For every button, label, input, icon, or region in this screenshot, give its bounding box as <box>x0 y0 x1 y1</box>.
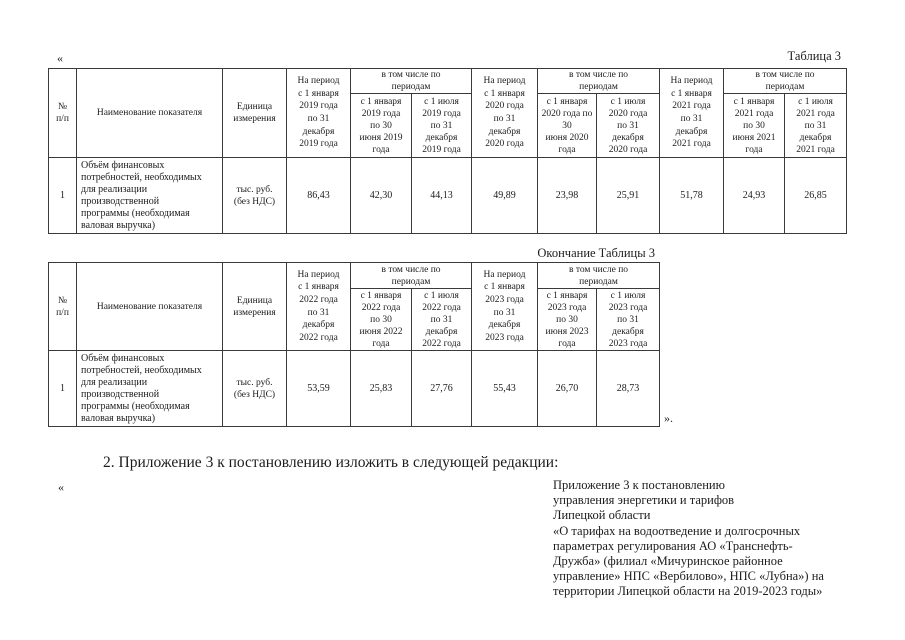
header-indicator-name: Наименование показателя <box>77 263 223 351</box>
appendix-heading-line: управления энергетики и тарифов <box>553 493 735 508</box>
header-number: № п/п <box>49 69 77 158</box>
row-indicator-name: Объём финансовых потребностей, необходимых для реализации производственной программы (необходимая валовая выручка) <box>77 351 223 427</box>
table-2-caption: Окончание Таблицы 3 <box>537 246 655 260</box>
appendix-heading-line: территории Липецкой области на 2019-2023 годы» <box>553 584 823 599</box>
header-period-2022-total: На период с 1 января 2022 года по 31 декабря 2022 года <box>287 263 351 351</box>
header-2023-first-half: с 1 января 2023 года по 30 июня 2023 года <box>538 289 597 351</box>
header-2022-second-half: с 1 июля 2022 года по 31 декабря 2022 года <box>412 289 472 351</box>
header-2019-first-half: с 1 января 2019 года по 30 июня 2019 года <box>351 94 412 158</box>
value-2021-second-half: 26,85 <box>785 158 847 234</box>
value-2022-total: 53,59 <box>287 351 351 427</box>
header-subperiods-2022: в том числе по периодам <box>351 263 472 289</box>
header-row-top <box>49 263 660 289</box>
header-2021-first-half: с 1 января 2021 года по 30 июня 2021 года <box>724 94 785 158</box>
header-period-2019-total: На период с 1 января 2019 года по 31 декабря 2019 года <box>287 69 351 158</box>
header-2019-second-half: с 1 июля 2019 года по 31 декабря 2019 года <box>412 94 472 158</box>
header-number: № п/п <box>49 263 77 351</box>
row-unit: тыс. руб. (без НДС) <box>223 158 287 234</box>
value-2019-second-half: 44,13 <box>412 158 472 234</box>
header-2020-first-half: с 1 января 2020 года по 30 июня 2020 года <box>538 94 597 158</box>
header-subperiods-2023: в том числе по периодам <box>538 263 660 289</box>
value-2019-first-half: 42,30 <box>351 158 412 234</box>
row-unit: тыс. руб. (без НДС) <box>223 351 287 427</box>
appendix-heading-line: Липецкой области <box>553 508 651 523</box>
header-2022-first-half: с 1 января 2022 года по 30 июня 2022 года <box>351 289 412 351</box>
header-2023-second-half: с 1 июля 2023 года по 31 декабря 2023 года <box>597 289 660 351</box>
row-number: 1 <box>49 351 77 427</box>
row-number: 1 <box>49 158 77 234</box>
appendix-heading-line: параметрах регулирования АО «Транснефть- <box>553 538 793 553</box>
open-quote-top: « <box>57 51 63 65</box>
value-2020-total: 49,89 <box>472 158 538 234</box>
appendix-heading-line: Дружба» (филиал «Мичуринское районное <box>553 554 783 569</box>
header-period-2023-total: На период с 1 января 2023 года по 31 декабря 2023 года <box>472 263 538 351</box>
tariff-table-2022-2023 <box>48 262 660 427</box>
amendment-paragraph: 2. Приложение 3 к постановлению изложить в следующей редакции: <box>103 454 559 471</box>
header-2020-second-half: с 1 июля 2020 года по 31 декабря 2020 года <box>597 94 660 158</box>
row-indicator-name: Объём финансовых потребностей, необходимых для реализации производственной программы (необходимая валовая выручка) <box>77 158 223 234</box>
appendix-heading-line: Приложение 3 к постановлению <box>553 478 725 492</box>
header-row-top <box>49 69 847 94</box>
appendix-heading <box>553 478 824 600</box>
header-period-2020-total: На период с 1 января 2020 года по 31 декабря 2020 года <box>472 69 538 158</box>
table-1-caption: Таблица 3 <box>787 49 841 63</box>
tariff-table-2019-2021 <box>48 68 847 234</box>
header-subperiods-2021: в том числе по периодам <box>724 69 847 94</box>
table-row <box>49 158 847 234</box>
value-2020-second-half: 25,91 <box>597 158 660 234</box>
value-2022-second-half: 27,76 <box>412 351 472 427</box>
header-period-2021-total: На период с 1 января 2021 года по 31 декабря 2021 года <box>660 69 724 158</box>
open-quote-bottom: « <box>58 480 64 494</box>
header-indicator-name: Наименование показателя <box>77 69 223 158</box>
value-2021-first-half: 24,93 <box>724 158 785 234</box>
value-2020-first-half: 23,98 <box>538 158 597 234</box>
table-row <box>49 351 660 427</box>
appendix-heading-line: управление» НПС «Вербилово», НПС «Лубна») на <box>553 569 824 584</box>
header-subperiods-2019: в том числе по периодам <box>351 69 472 94</box>
value-2021-total: 51,78 <box>660 158 724 234</box>
header-subperiods-2020: в том числе по периодам <box>538 69 660 94</box>
header-2021-second-half: с 1 июля 2021 года по 31 декабря 2021 года <box>785 94 847 158</box>
value-2023-total: 55,43 <box>472 351 538 427</box>
header-unit: Единица измерения <box>223 69 287 158</box>
value-2023-second-half: 28,73 <box>597 351 660 427</box>
value-2023-first-half: 26,70 <box>538 351 597 427</box>
appendix-heading-line: «О тарифах на водоотведение и долгосрочных <box>553 523 801 538</box>
header-unit: Единица измерения <box>223 263 287 351</box>
value-2022-first-half: 25,83 <box>351 351 412 427</box>
value-2019-total: 86,43 <box>287 158 351 234</box>
close-quote: ». <box>664 411 673 425</box>
